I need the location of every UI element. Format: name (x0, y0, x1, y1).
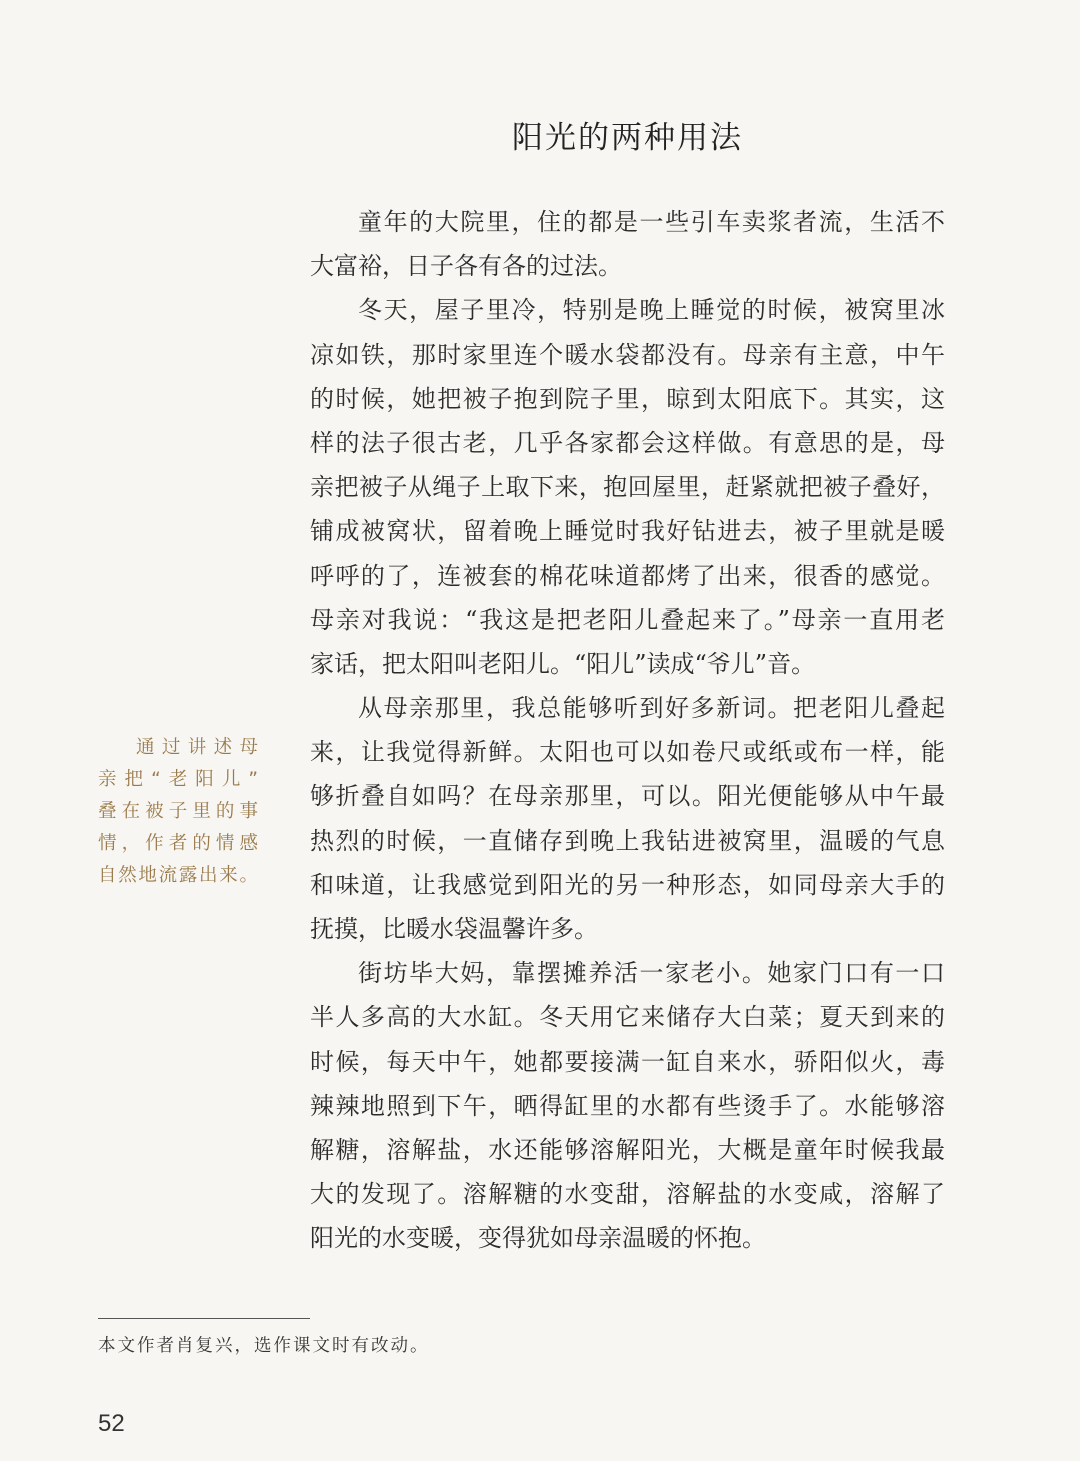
text-line: 街坊毕大妈，靠摆摊养活一家老小。她家门口有一口 (358, 959, 945, 988)
text-line: 大的发现了。溶解糖的水变甜，溶解盐的水变咸，溶解了 (310, 1180, 945, 1209)
margin-note-line: 自然地流露出来。 (98, 865, 258, 886)
text-line: 从母亲那里，我总能够听到好多新词。把老阳儿叠起 (358, 694, 945, 723)
text-line: 冬天，屋子里冷，特别是晚上睡觉的时候，被窝里冰 (358, 296, 945, 325)
margin-note-line: 亲把“老阳儿” (98, 769, 258, 790)
margin-note (98, 732, 258, 892)
page-number: 52 (98, 1410, 125, 1437)
footnote: 本文作者肖复兴，选作课文时有改动。 (98, 1336, 430, 1356)
text-line: 大富裕，日子各有各的过法。 (310, 252, 622, 281)
text-line: 家话，把太阳叫老阳儿。“阳儿”读成“爷儿”音。 (310, 649, 816, 678)
page-title: 阳光的两种用法 (512, 120, 743, 156)
text-line: 热烈的时候，一直储存到晚上我钻进被窝里，温暖的气息 (310, 826, 945, 855)
text-line: 抚摸，比暖水袋温馨许多。 (310, 915, 598, 943)
article-body (310, 200, 945, 1261)
text-line: 童年的大院里，住的都是一些引车卖浆者流，生活不 (358, 208, 945, 236)
text-line: 样的法子很古老，几乎各家都会这样做。有意思的是，母 (310, 428, 945, 457)
text-line: 时候，每天中午，她都要接满一缸自来水，骄阳似火，毒 (310, 1047, 945, 1076)
text-line: 来，让我觉得新鲜。太阳也可以如卷尺或纸或布一样，能 (310, 738, 945, 767)
text-line: 母亲对我说：“我这是把老阳儿叠起来了。”母亲一直用老 (310, 605, 945, 634)
margin-note-line: 情，作者的情感 (98, 833, 258, 854)
text-line: 铺成被窝状，留着晚上睡觉时我好钻进去，被子里就是暖 (310, 517, 945, 546)
margin-note-line: 叠在被子里的事 (98, 801, 258, 822)
text-line: 亲把被子从绳子上取下来，抱回屋里，赶紧就把被子叠好， (310, 473, 945, 502)
text-line: 凉如铁，那时家里连个暖水袋都没有。母亲有主意，中午 (310, 340, 945, 369)
text-line: 呼呼的了，连被套的棉花味道都烤了出来，很香的感觉。 (310, 561, 945, 590)
text-line: 够折叠自如吗？在母亲那里，可以。阳光便能够从中午最 (310, 782, 945, 811)
text-line: 和味道，让我感觉到阳光的另一种形态，如同母亲大手的 (310, 870, 945, 899)
text-line: 半人多高的大水缸。冬天用它来储存大白菜；夏天到来的 (310, 1003, 945, 1032)
text-line: 的时候，她把被子抱到院子里，晾到太阳底下。其实，这 (310, 384, 945, 413)
footnote-divider (98, 1318, 310, 1319)
margin-note-line: 通过讲述母 (136, 737, 258, 758)
text-line: 解糖，溶解盐，水还能够溶解阳光，大概是童年时候我最 (310, 1135, 945, 1164)
text-line: 阳光的水变暖，变得犹如母亲温暖的怀抱。 (310, 1224, 766, 1253)
text-line: 辣辣地照到下午，晒得缸里的水都有些烫手了。水能够溶 (310, 1091, 945, 1120)
